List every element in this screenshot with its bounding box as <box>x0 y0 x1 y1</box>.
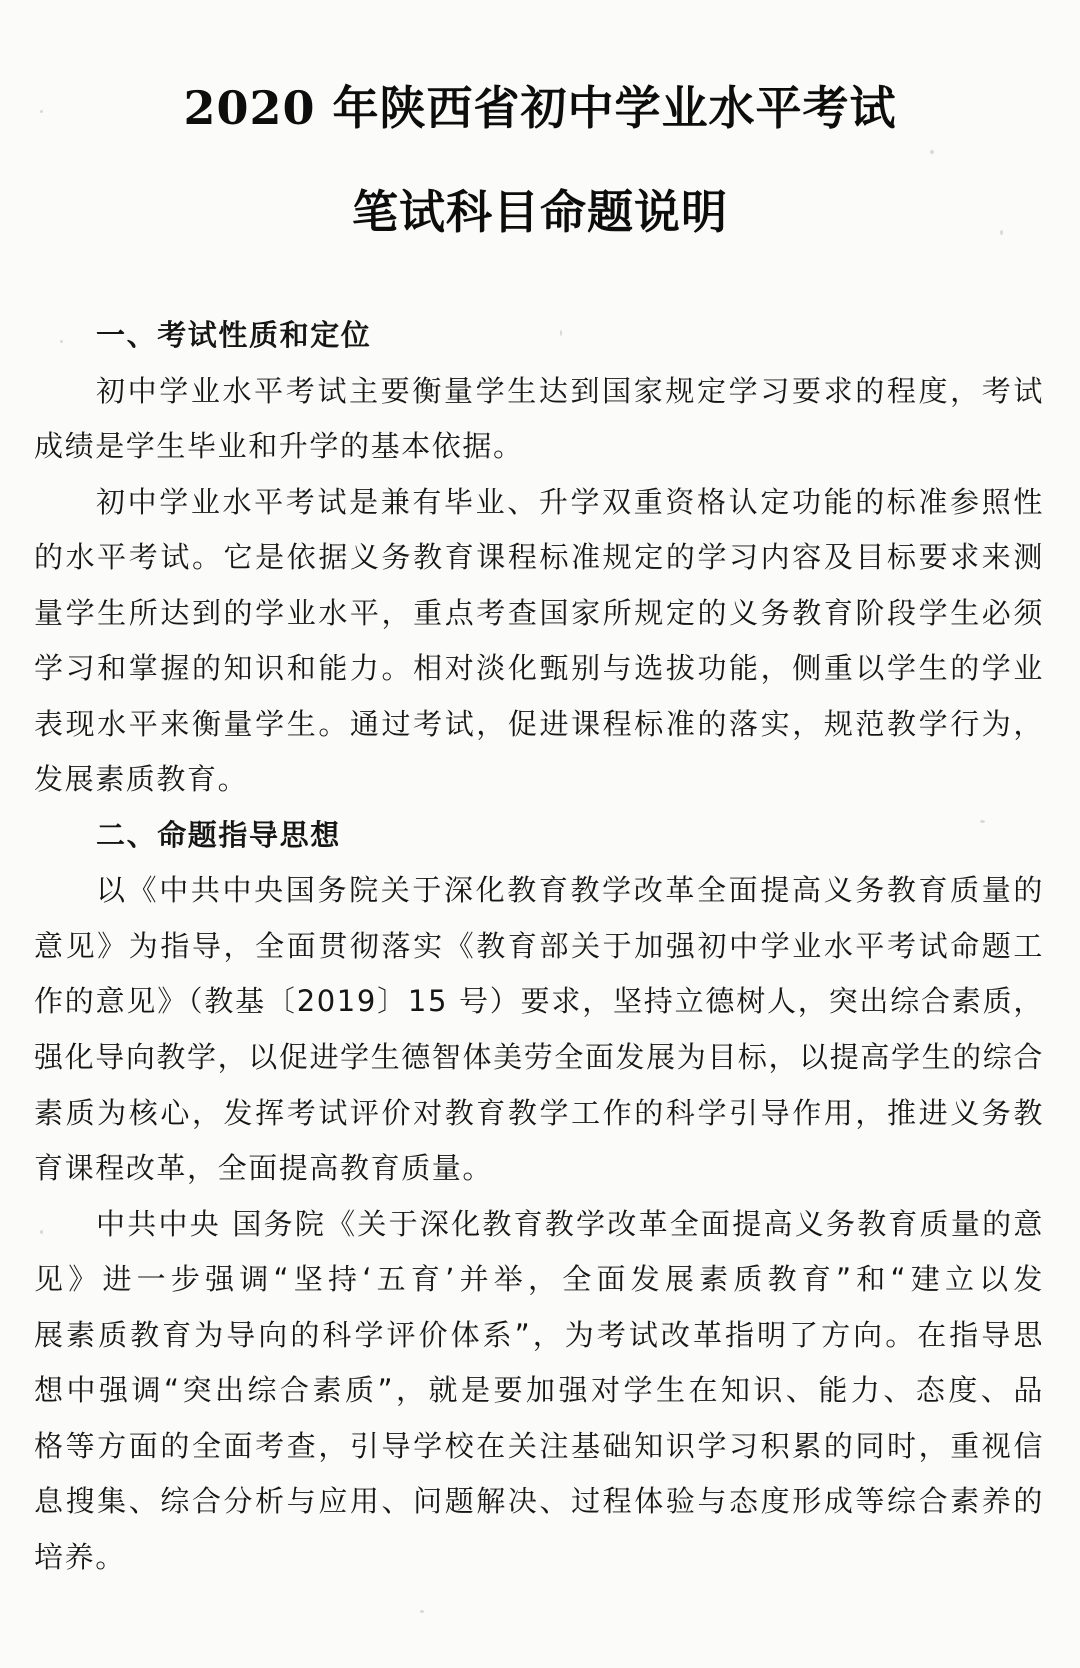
scan-speck <box>40 110 43 113</box>
paragraph-line: 学习和掌握的知识和能力。相对淡化甄别与选拔功能，侧重以学生的学业 <box>34 651 1044 685</box>
section-heading-2: 二、命题指导思想 <box>96 818 341 852</box>
paragraph-line: 初中学业水平考试是兼有毕业、升学双重资格认定功能的标准参照性 <box>96 485 1044 519</box>
paragraph-line: 成绩是学生毕业和升学的基本依据。 <box>34 429 524 463</box>
paragraph-line: 的水平考试。它是依据义务教育课程标准规定的学习内容及目标要求来测 <box>34 540 1044 574</box>
scan-speck <box>60 340 63 343</box>
paragraph-line: 作的意见》（教基〔2019〕15 号）要求，坚持立德树人，突出综合素质， <box>34 984 1044 1018</box>
paragraph-line: 展素质教育为导向的科学评价体系”，为考试改革指明了方向。在指导思 <box>34 1318 1044 1352</box>
paragraph-line: 中共中央 国务院《关于深化教育教学改革全面提高义务教育质量的意 <box>96 1207 1044 1241</box>
paragraph-line: 育课程改革，全面提高教育质量。 <box>34 1151 494 1185</box>
paragraph-line: 发展素质教育。 <box>34 762 249 796</box>
paragraph-line: 以《中共中央国务院关于深化教育教学改革全面提高义务教育质量的 <box>96 873 1044 907</box>
scan-speck <box>40 1230 43 1234</box>
paragraph-line: 息搜集、综合分析与应用、问题解决、过程体验与态度形成等综合素养的 <box>34 1484 1044 1518</box>
paragraph-line: 初中学业水平考试主要衡量学生达到国家规定学习要求的程度，考试 <box>96 374 1044 408</box>
paragraph-line: 强化导向教学，以促进学生德智体美劳全面发展为目标，以提高学生的综合 <box>34 1040 1044 1074</box>
section-heading-1: 一、考试性质和定位 <box>96 318 372 352</box>
scan-speck <box>420 1610 424 1613</box>
scan-speck <box>980 820 985 823</box>
scan-speck <box>930 150 934 154</box>
document-title-line-2: 笔试科目命题说明 <box>352 185 728 239</box>
paragraph-line: 培养。 <box>34 1540 126 1574</box>
paragraph-line: 想中强调“突出综合素质”，就是要加强对学生在知识、能力、态度、品 <box>34 1373 1044 1407</box>
paragraph-line: 素质为核心，发挥考试评价对教育教学工作的科学引导作用，推进义务教 <box>34 1096 1044 1130</box>
paragraph-line: 表现水平来衡量学生。通过考试，促进课程标准的落实，规范教学行为， <box>34 707 1044 741</box>
scan-speck <box>560 330 562 336</box>
paragraph-line: 见》进一步强调“坚持‘五育’并举，全面发展素质教育”和“建立以发 <box>34 1262 1044 1296</box>
paragraph-line: 格等方面的全面考查，引导学校在关注基础知识学习积累的同时，重视信 <box>34 1429 1044 1463</box>
paragraph-line: 量学生所达到的学业水平，重点考查国家所规定的义务教育阶段学生必须 <box>34 596 1044 630</box>
scan-speck <box>1000 230 1003 235</box>
paragraph-line: 意见》为指导，全面贯彻落实《教育部关于加强初中学业水平考试命题工 <box>34 929 1044 963</box>
document-title-line-1: 2020 年陕西省初中学业水平考试 <box>183 81 897 135</box>
